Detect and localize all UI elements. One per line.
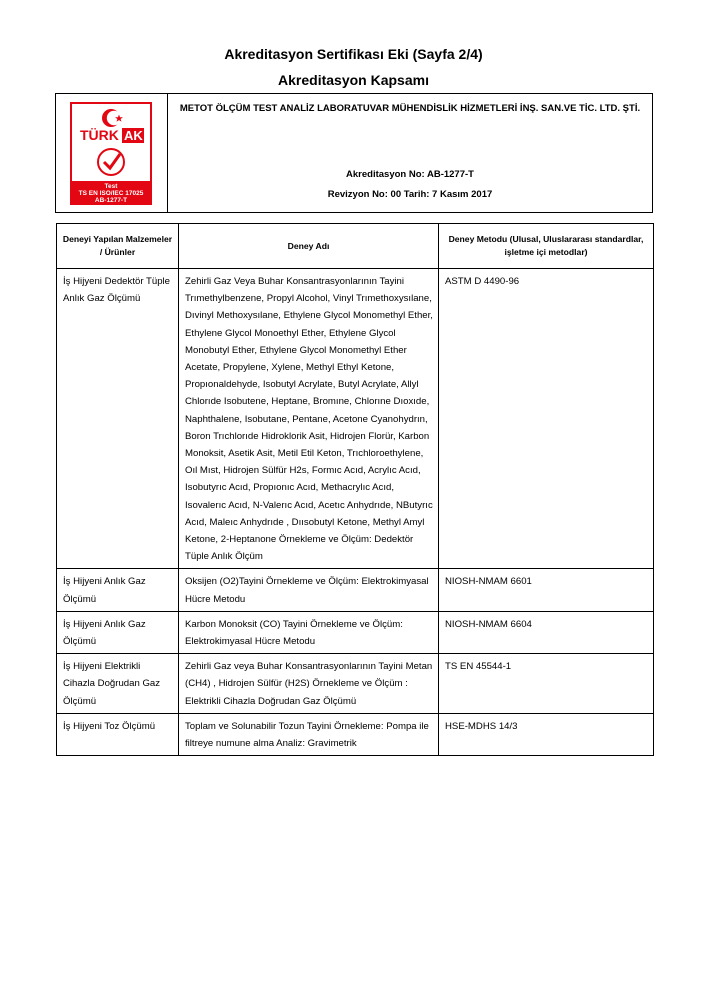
table-row: [57, 713, 654, 755]
cell-test: Oksijen (O2)Tayini Örnekleme ve Ölçüm: Elektrokimyasal Hücre Metodu: [179, 569, 439, 611]
turkak-brand-text-ak: AK: [124, 128, 143, 143]
table-header-row: [57, 224, 654, 269]
cell-method: NIOSH-NMAM 6601: [439, 569, 654, 611]
header-box: [55, 93, 653, 213]
scope-table: [56, 223, 654, 756]
cell-test: Zehirli Gaz Veya Buhar Konsantrasyonlarının Tayini Trımethylbenzene, Propyl Alcohol, Vinyl Trımethoxysılane, Dıvinyl Methoxysılane, Ethylene Glycol Monomethyl Ether, Ethylene Glycol Monoethyl Ether, Ethylene Glycol Monobutyl Ether, Ethylene Glycol Monomethyl Ether Acetate, Propylene, Xylene, Methyl Ethyl Ketone, Propıonaldehyde, Isobutyl Acrylate, Butyl Acrylate, Allyl Chlorıde Isobutene, Heptane, Bromıne, Chlorıne Dıoxıde, Naphthalene, Isobutane, Pentane, Acetone Cyanohydrın, Boron Trıchlorıde Hidroklorik Asit, Hidrojen Florür, Karbon Monoksit, Asetik Asit, Metil Etil Keton, Trıchloroethylene, Oıl Mıst, Hidrojen Sülfür H2s, Formıc Acıd, Acrylıc Acıd, Isobutyrıc Acıd, Propıonıc Acıd, Methacrylıc Acıd, Isovalerıc Acıd, N-Valerıc Acıd, Acetıc Anhydrıde, NButyrıc Acıd, Maleıc Anhydrıde , Dıısobutyl Ketone, Methyl Amyl Ketone, 2-Heptanone Örnekleme ve Ölçüm: Dedektör Tüple Anlık Ölçüm: [179, 269, 439, 569]
header-test-method: Deney Metodu (Ulusal, Uluslararası standardlar, işletme içi metodlar): [439, 224, 654, 269]
turkak-logo-graphic: [70, 102, 152, 205]
cell-material: İş Hijyeni Elektrikli Cihazla Doğrudan Gaz Ölçümü: [57, 654, 179, 714]
revision-info: Revizyon No: 00 Tarih: 7 Kasım 2017: [327, 189, 493, 200]
table-row: [57, 569, 654, 611]
cell-material: İş Hijyeni Anlık Gaz Ölçümü: [57, 611, 179, 653]
logo-line-code: AB-1277-T: [94, 197, 128, 204]
logo-line-standard: TS EN ISO/IEC 17025: [78, 190, 144, 197]
cell-test: Zehirli Gaz veya Buhar Konsantrasyonlarının Tayini Metan (CH4) , Hidrojen Sülfür (H2S) Örnekleme ve Ölçüm : Elektrikli Cihazla Doğrudan Gaz Ölçümü: [179, 654, 439, 714]
cell-material: İş Hijyeni Toz Ölçümü: [57, 713, 179, 755]
cell-test: Karbon Monoksit (CO) Tayini Örnekleme ve Ölçüm: Elektrokimyasal Hücre Metodu: [179, 611, 439, 653]
logo-line-test: Test: [104, 183, 118, 190]
cell-method: HSE-MDHS 14/3: [439, 713, 654, 755]
company-name: METOT ÖLÇÜM TEST ANALİZ LABORATUVAR MÜHENDİSLİK HİZMETLERİ İNŞ. SAN.VE TİC. LTD. ŞTİ.: [179, 103, 641, 114]
logo-cell: [56, 94, 168, 212]
header-materials: Deneyi Yapılan Malzemeler / Ürünler: [57, 224, 179, 269]
page-title: Akreditasyon Sertifikası Eki (Sayfa 2/4): [224, 46, 483, 62]
page-subtitle: Akreditasyon Kapsamı: [278, 72, 429, 88]
header-test-name: Deney Adı: [179, 224, 439, 269]
cell-method: TS EN 45544-1: [439, 654, 654, 714]
accreditation-number: Akreditasyon No: AB-1277-T: [346, 169, 474, 180]
table-row: [57, 269, 654, 569]
cell-test: Toplam ve Solunabilir Tozun Tayini Örnekleme: Pompa ile filtreye numune alma Analiz: Gravimetrik: [179, 713, 439, 755]
turkak-logo: [70, 102, 152, 205]
cell-method: ASTM D 4490-96: [439, 269, 654, 569]
cell-material: İş Hijyeni Dedektör Tüple Anlık Gaz Ölçümü: [57, 269, 179, 569]
table-row: [57, 611, 654, 653]
table-row: [57, 654, 654, 714]
cell-material: İş Hijyeni Anlık Gaz Ölçümü: [57, 569, 179, 611]
cell-method: NIOSH-NMAM 6604: [439, 611, 654, 653]
turkak-brand-text: TÜRK: [80, 127, 119, 143]
